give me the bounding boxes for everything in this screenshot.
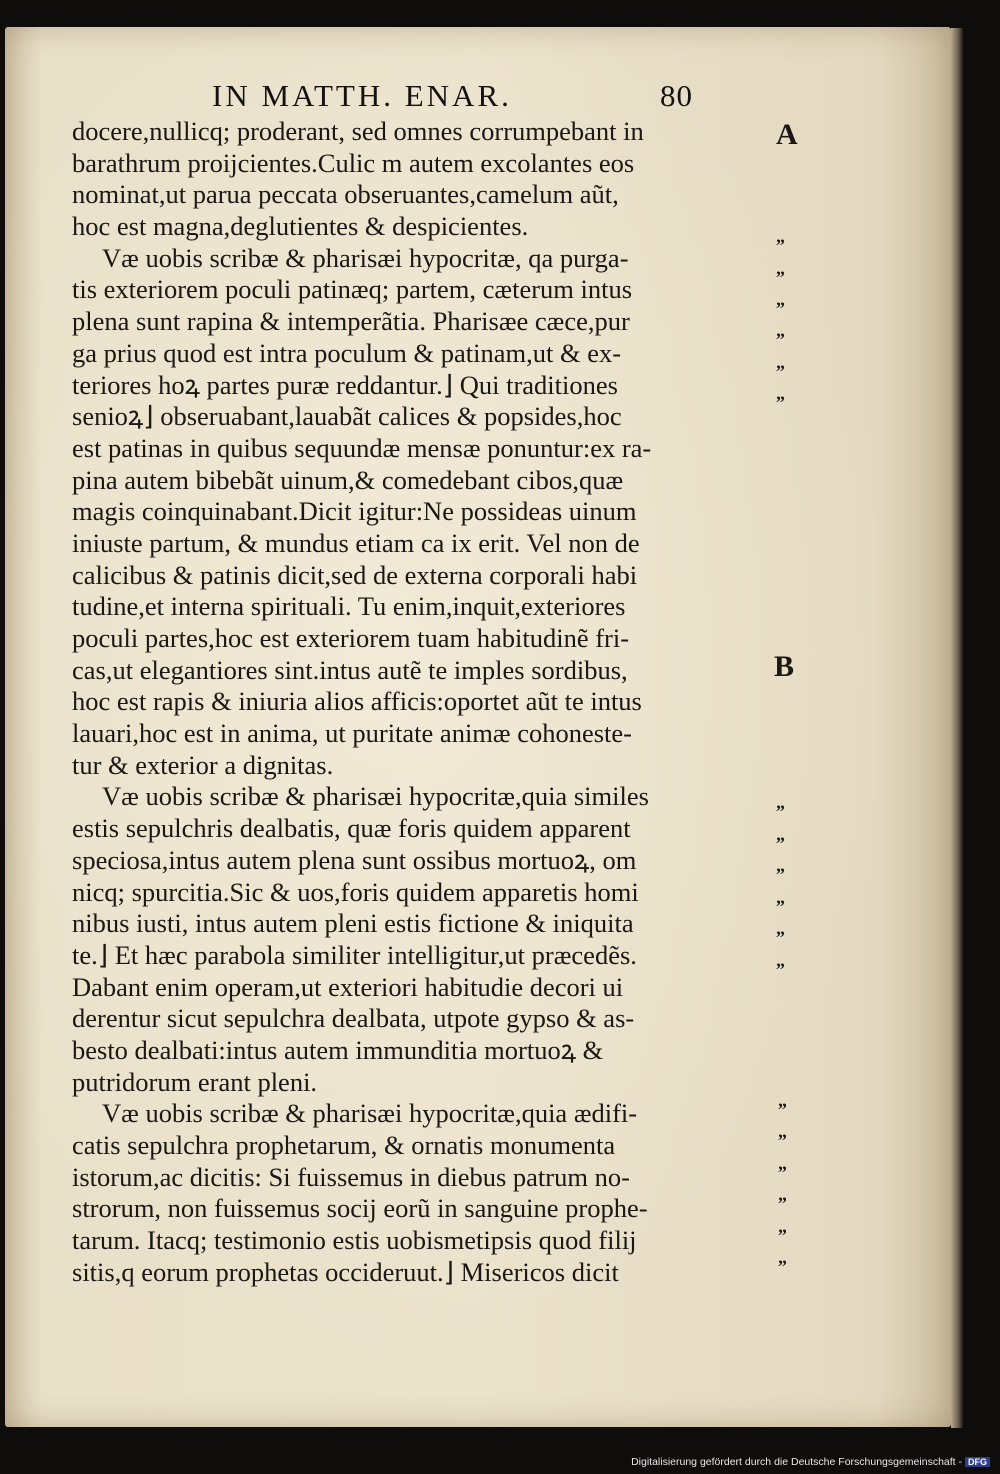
margin-quote-mark: „ [776, 383, 784, 403]
margin-quote-mark: „ [778, 1090, 786, 1110]
text-line: te.⌋ Et hæc parabola similiter intelligitur,ut præcedẽs. [72, 939, 637, 970]
margin-quote-mark: „ [776, 352, 784, 372]
text-line: tis exteriorem poculi patinæq; partem, cæterum intus [72, 274, 633, 305]
text-line: tur & exterior a dignitas. [72, 749, 334, 780]
main-text-block [72, 116, 772, 1288]
margin-quote-mark: „ [778, 1184, 786, 1204]
text-line: tudine,et interna spirituali. Tu enim,inquit,exteriores [72, 591, 626, 622]
margin-quote-mark: „ [778, 1121, 786, 1141]
margin-quote-mark: „ [776, 226, 784, 246]
margin-quote-mark: „ [776, 792, 784, 812]
margin-quote-mark: „ [778, 1153, 786, 1173]
text-line: senioꝝ⌋ obseruabant,lauabãt calices & popsides,hoc [72, 401, 622, 432]
running-title: IN MATTH. ENAR. [212, 78, 512, 113]
running-header [212, 78, 772, 114]
text-line: hoc est rapis & iniuria alios afficis:oportet aũt te intus [72, 686, 642, 717]
text-line: catis sepulchra prophetarum, & ornatis monumenta [72, 1130, 616, 1160]
text-line: nominat,ut parua peccata obseruantes,camelum aũt, [72, 179, 619, 210]
text-line: ga prius quod est intra poculum & patinam,ut & ex- [72, 337, 622, 368]
text-line: derentur sicut sepulchra dealbata, utpote gypso & as- [72, 1003, 635, 1034]
text-line: nibus iusti, intus autem pleni estis fictione & iniquita [72, 908, 634, 939]
margin-letter-a: A [776, 118, 798, 151]
text-line: cas,ut elegantiores sint.intus autẽ te imples sordibus, [72, 654, 628, 685]
text-line: calicibus & patinis dicit,sed de externa corporali habi [72, 559, 638, 590]
text-line: tarum. Itacq; testimonio estis uobismetipsis quod filij [72, 1225, 637, 1256]
margin-letter-b: B [774, 650, 795, 683]
margin-quote-mark: „ [776, 887, 784, 907]
text-line: docere,nullicq; proderant, sed omnes corrumpebant in [72, 116, 644, 146]
text-line: est patinas in quibus sequundæ mensæ ponuntur:ex ra- [72, 432, 652, 463]
text-line: hoc est magna,deglutientes & despicientes. [72, 211, 529, 242]
margin-quote-mark: „ [778, 1216, 786, 1236]
text-line: istorum,ac dicitis: Si fuissemus in diebus patrum no- [72, 1161, 630, 1192]
folio-number: 80 [660, 78, 693, 113]
text-line: lauari,hoc est in anima, ut puritate animæ cohoneste- [72, 718, 633, 749]
text-line: Væ uobis scribæ & pharisæi hypocritæ, qa purga- [102, 242, 629, 273]
text-line: speciosa,intus autem plena sunt ossibus mortuoꝝ, om [72, 844, 637, 875]
text-line: estis sepulchris dealbatis, quæ foris quidem apparent [72, 813, 631, 844]
credit-text: Digitalisierung gefördert durch die Deutsche Forschungsgemeinschaft - [631, 1456, 962, 1468]
text-line: besto dealbati:intus autem immunditia mortuoꝝ & [72, 1034, 604, 1065]
page-edge [951, 28, 963, 1428]
text-line: pina autem bibebãt uinum,& comedebant cibos,quæ [72, 464, 624, 495]
text-line: Væ uobis scribæ & pharisæi hypocritæ,quia similes [102, 781, 649, 812]
text-line: Væ uobis scribæ & pharisæi hypocritæ,quia ædifi- [102, 1098, 638, 1129]
text-line: magis coinquinabant.Dicit igitur:Ne possideas uinum [72, 496, 637, 527]
margin-quote-mark: „ [776, 289, 784, 309]
digitization-credit [631, 1456, 990, 1468]
text-line: putridorum erant pleni. [72, 1066, 318, 1097]
margin-quote-mark: „ [778, 1247, 786, 1267]
text-line: plena sunt rapina & intemperãtia. Pharisæe cæce,pur [72, 306, 630, 337]
margin-quote-mark: „ [776, 950, 784, 970]
text-line: nicq; spurcitia.Sic & uos,foris quidem apparetis homi [72, 876, 639, 907]
text-line: strorum, non fuissemus socij eorũ in sanguine prophe- [72, 1193, 648, 1224]
margin-quote-mark: „ [776, 824, 784, 844]
margin-quote-mark: „ [776, 320, 784, 340]
dfg-logo: DFG [965, 1457, 990, 1467]
text-line: barathrum proijcientes.Culic m autem excolantes eos [72, 147, 635, 178]
text-line: teriores hoꝝ partes puræ reddantur.⌋ Qui traditiones [72, 369, 618, 400]
text-line: Dabant enim operam,ut exteriori habitudie decori ui [72, 971, 624, 1002]
margin-quote-mark: „ [776, 258, 784, 278]
margin-quote-mark: „ [776, 918, 784, 938]
text-line: iniuste partum, & mundus etiam ca ix erit. Vel non de [72, 527, 640, 558]
margin-quote-mark: „ [776, 855, 784, 875]
text-line: poculi partes,hoc est exteriorem tuam habitudinẽ fri- [72, 623, 630, 653]
text-line: sitis,q eorum prophetas occideruut.⌋ Misericos dicit [72, 1256, 619, 1287]
